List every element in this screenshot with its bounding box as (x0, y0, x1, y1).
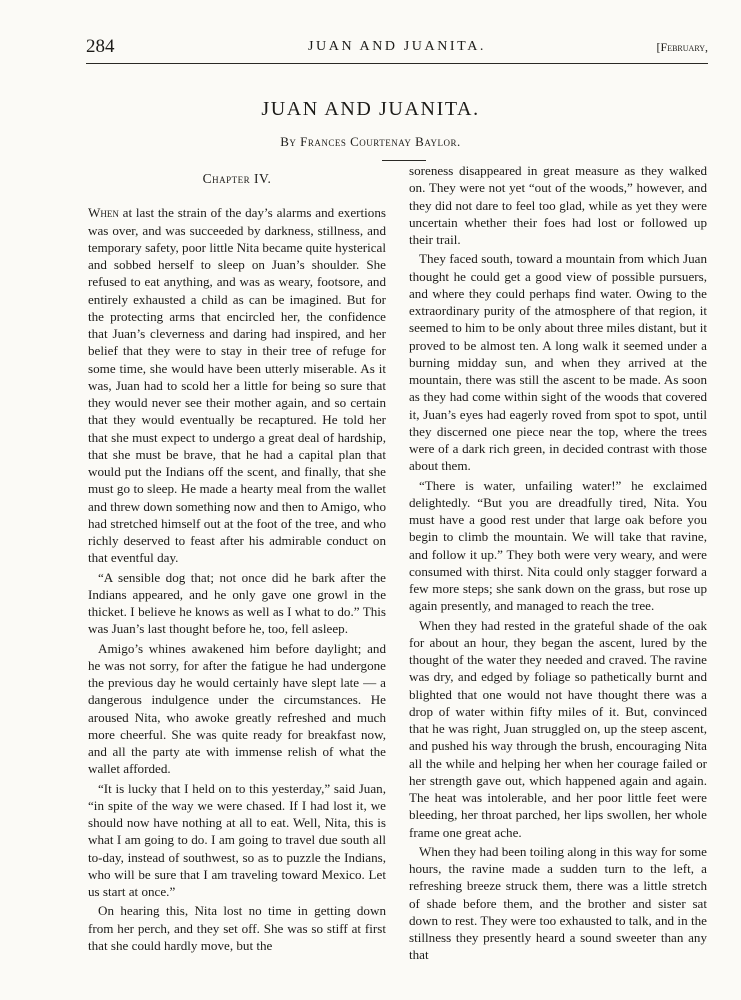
paragraph: When they had been toiling along in this way for some hours, the ravine made a sudden turn to the left, a refreshing breeze struck them, there was a little stretch of shade before them, and the brother and sister sat down to rest. They were too exhausted to talk, and in the stillness they presently heard a sound sweeter than any that (409, 843, 707, 963)
paragraph: On hearing this, Nita lost no time in getting down from her perch, and they set off. She was so stiff at first that she could hardly move, but the (88, 903, 386, 953)
issue-month: [February, (656, 40, 708, 54)
right-column (409, 162, 707, 966)
paragraph: They faced south, toward a mountain from which Juan thought he could get a good view of possible pursuers, and where they could perhaps find water. Owing to the extraordinary purity of the atmosphere of that region, it seemed to him to be only about three miles distant, but it proved to be almost ten. A long walk it seemed under a burning midday sun, and when they arrived at the mountain, there was still the ascent to be made. As soon as they had come within sight of the woods that covered it, Juan’s eyes had eagerly roved from spot to spot, until they discerned one piece near the top, where the trees were of a dark rich green, in decided contrast with those about them. (409, 251, 707, 474)
header-rule (86, 63, 708, 64)
article-title: JUAN AND JUANITA. (261, 98, 480, 120)
paragraph: soreness disappeared in great measure as they walked on. They were not yet “out of the woods,” however, and they did not dare to feel too glad, while as yet they were uncertain whether their foes had lost or followed up their trail. (409, 163, 707, 247)
paragraph (88, 204, 386, 566)
byline: By Frances Courtenay Baylor. (280, 134, 461, 149)
paragraph: “There is water, unfailing water!” he exclaimed delightedly. “But you are dreadfully tired, Nita. You must have a good rest under that large oak before you begin to climb the mountain. We will take that ravine, and follow it up.” They both were very weary, and were consumed with thirst. Nita could only stagger forward a few more steps; she sank down on the grass, but rose up again presently, and managed to reach the tree. (409, 477, 707, 614)
paragraph-text: at last the strain of the day’s alarms and exertions was over, and was succeeded by darkness, stillness, and temporary safety, poor little Nita became quite hysterical and sobbed herself to sleep on Juan’s shoulder. She refused to eat anything, and was as weary, footsore, and entirely exhausted a child as can be imagined. But for the protecting arms that encircled her, the confidence that Juan’s cleverness and daring had inspired, and her belief that they were to stay in their tree of refuge for some time, she would have been utterly miserable. As it was, Juan had to scold her a little for being so sure that they would never see their mother again, and so certain that they would eventually be recaptured. He told her that she must expect to undergo a great deal of hardship, that she must be brave, that he had a capital plan that would put the Indians off the scent, and finally, that she must go to sleep. He made a hearty meal from the wallet and threw down something now and then to Amigo, who had stretched himself out at the foot of the tree, and who richly deserved to feast after his admirable conduct on that eventful day. (88, 205, 387, 566)
paragraph: When they had rested in the grateful shade of the oak for about an hour, they began the ascent, lured by the thought of the water they needed and craved. The ravine was dry, and edged by foliage so pathetically burnt and blighted that one would not have thought there was a drop of water within fifty miles of it. But, convinced that he was right, Juan struggled on, up the steep ascent, and pushed his way through the brush, encouraging Nita all the while and helping her when her courage failed or her strength gave out, which happened again and again. The heat was intolerable, and her poor little feet were bleeding, her throat parched, her lips swollen, her whole frame one great ache. (409, 617, 707, 840)
running-title: JUAN AND JUANITA. (307, 39, 487, 54)
page-header (86, 34, 708, 58)
opening-word: When (88, 205, 119, 221)
byline-rule (382, 160, 426, 161)
left-column (88, 162, 386, 956)
chapter-heading: Chapter IV. (202, 171, 272, 186)
paragraph: Amigo’s whines awakened him before daylight; and he was not sorry, for after the fatigue he had undergone the previous day he would certainly have slept late — a dangerous indulgence under the circumstances. He aroused Nita, who awoke greatly refreshed and much more cheerful. She was quite ready for breakfast now, and all the party ate with immense relish of what the wallet afforded. (88, 640, 386, 777)
paragraph: “A sensible dog that; not once did he bark after the Indians appeared, and he only gave one growl in the thicket. I believe he knows as well as I what to do.” This was Juan’s last thought before he, too, fell asleep. (88, 569, 386, 637)
paragraph: “It is lucky that I held on to this yesterday,” said Juan, “in spite of the way we were chased. If I had lost it, we should now have nothing at all to eat. Well, Nita, this is what I am going to do. I am going to travel due south all to-day, instead of southwest, so as to puzzle the Indians, who will be sure that I am traveling toward Mexico. Let us start at once.” (88, 780, 386, 899)
page-number: 284 (86, 36, 115, 57)
